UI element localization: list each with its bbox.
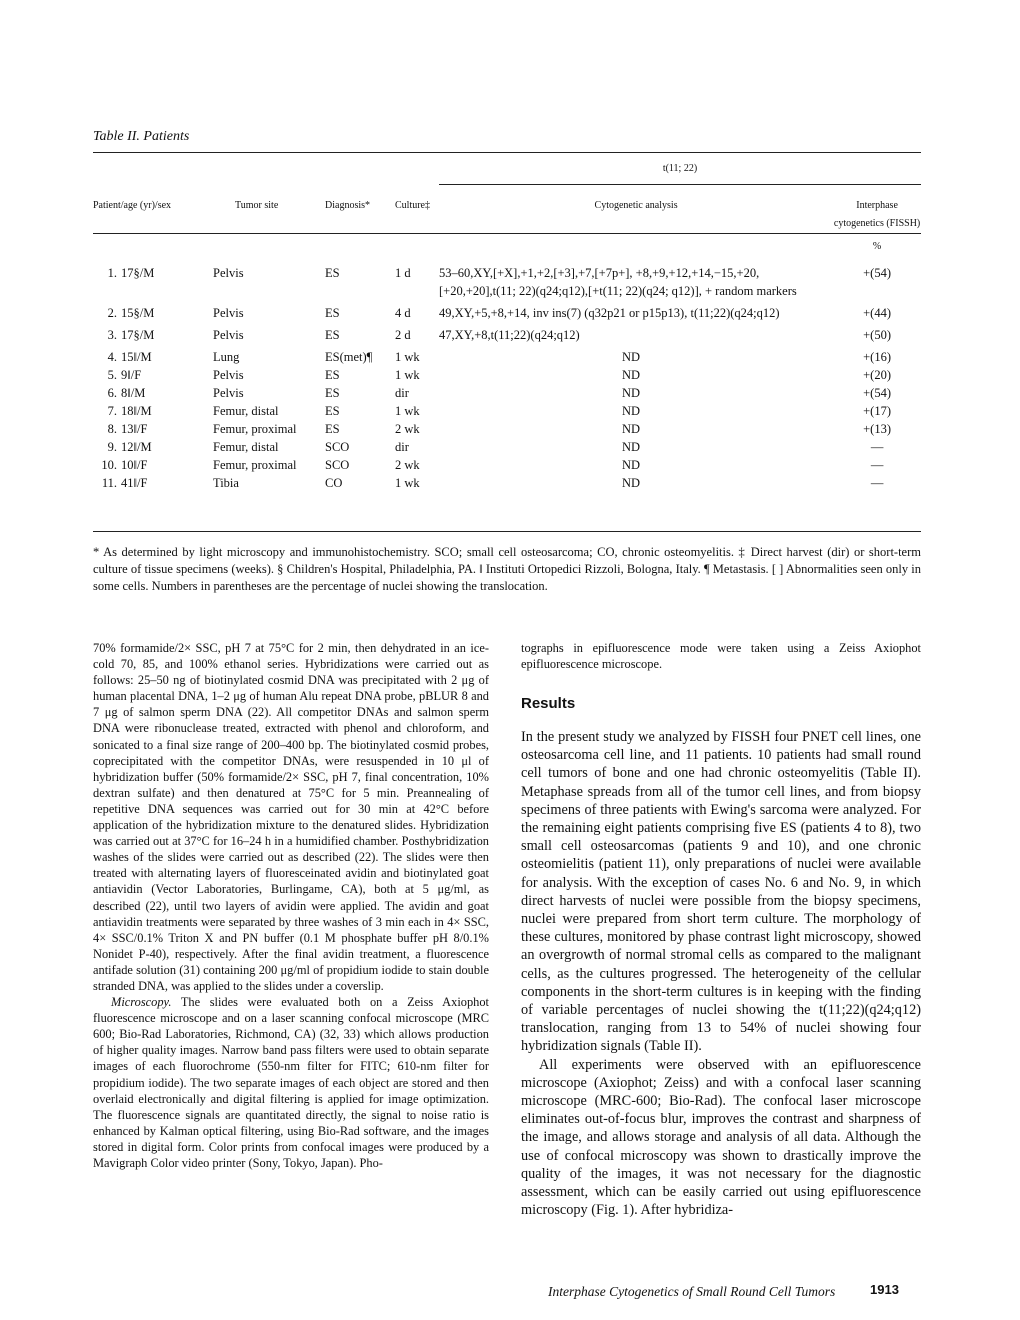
- cell-cyto: ND: [622, 386, 641, 400]
- cell-cyto: ND: [622, 368, 641, 382]
- cell-cyto: ND: [622, 458, 641, 472]
- left-column: [93, 640, 489, 1171]
- cell-dx: CO: [325, 476, 343, 490]
- table-row: [93, 366, 921, 384]
- cell-patient: [93, 384, 213, 402]
- cell-culture: 2 wk: [395, 422, 420, 436]
- results-heading: Results: [521, 695, 576, 712]
- cell-cyto: 47,XY,+8,t(11;22)(q24;q12): [439, 328, 580, 342]
- cell-patient: [93, 348, 213, 366]
- table-row: [93, 438, 921, 456]
- cell-site: Pelvis: [213, 328, 244, 342]
- table-row: [93, 304, 921, 326]
- microscopy-lead: Microscopy.: [111, 995, 172, 1010]
- table-caption: Table II. Patients: [93, 129, 190, 144]
- table-row: [93, 420, 921, 438]
- cell-culture: 1 wk: [395, 404, 420, 418]
- cell-culture: 4 d: [395, 306, 411, 320]
- row-number: 1.: [107, 266, 117, 280]
- cell-dx: ES: [325, 422, 340, 436]
- patient-age-sex: 12‖/M: [121, 440, 152, 454]
- patient-age-sex: 13‖/F: [121, 422, 148, 436]
- table-row: [93, 348, 921, 366]
- cell-cyto: ND: [622, 422, 641, 436]
- table-bottom-rule: [93, 531, 921, 532]
- cell-fissh: —: [870, 476, 884, 490]
- table-row: [93, 326, 921, 348]
- col-header-culture: Culture‡: [395, 199, 430, 211]
- patient-age-sex: 17§/M: [121, 328, 155, 342]
- row-number: 2.: [107, 306, 117, 320]
- patient-age-sex: 41‖/F: [121, 476, 148, 490]
- row-number: 11.: [101, 476, 117, 490]
- cell-site: Femur, proximal: [213, 422, 297, 436]
- cell-site: Pelvis: [213, 266, 244, 280]
- table-row: [93, 384, 921, 402]
- patient-age-sex: 15‖/M: [121, 350, 152, 364]
- methods-paragraph: 70% formamide/2× SSC, pH 7 at 75°C for 2 min, then dehydrated in an ice-cold 70, 85, and 100% ethanol series. Hybridizations were carried out as follows: 25–50 ng of biotinylated cosmid DNA was precipitated with 2 μg of human placental DNA, 1–2 μg of human Alu repeat DNA probe, pBLUR 8 and 7 μg of salmon sperm DNA (22). All competitor DNAs and salmon sperm DNA were ribonuclease treated, extracted with phenol and chloroform, and sonicated to a final size range of 200–400 bp. The biotinylated cosmid probes, coprecipitated with the competitor DNAs, were resuspended in 10 μl of hybridization buffer (50% formamide/2× SSC, pH 7, final concentration, 10% dextran sulfate) and then denatured at 75°C for 5 min. Preannealing of repetitive DNA sequences was carried out for 30 min at 42°C before application of the hybridization mixture to the denatured slides. Hybridization was carried out at 37°C for 16–24 h in a humidified chamber. Posthybridization washes of the slides were carried out as described (22). The slides were then treated with alternating layers of fluoresceinated avidin and biotinylated goat antiavidin (Vector Laboratories, Burlingame, CA), both at 5 μg/ml, as described (22), until two layers of avidin were applied. The avidin and goat antiavidin treatments were separated by three washes of 3 min each in 4× SSC, 4× SSC/0.1% Triton X and PN buffer (0.1 M phosphate buffer pH 8/0.1% Nonidet P-40), respectively. After the final avidin treatment, a fluorescence antifade solution (31) containing 200 μg/ml of propidium iodide to stain double stranded DNA, was applied to the slides under a coverslip.: [93, 641, 489, 993]
- row-number: 8.: [107, 422, 117, 436]
- col-header-fissh: Interphase cytogenetics (FISSH): [833, 200, 921, 229]
- cell-patient: [93, 438, 213, 456]
- table-row: [93, 456, 921, 474]
- cell-cyto: ND: [622, 350, 641, 364]
- row-number: 6.: [107, 386, 117, 400]
- cell-cyto: ND: [622, 440, 641, 454]
- cell-dx: ES: [325, 266, 340, 280]
- cell-fissh: +(17): [863, 404, 891, 418]
- cell-site: Tibia: [213, 476, 239, 490]
- col-header-site: Tumor site: [235, 199, 279, 211]
- cell-cyto: 49,XY,+5,+8,+14, inv ins(7) (q32p21 or p15p13), t(11;22)(q24;q12): [439, 306, 780, 320]
- cell-dx: ES: [325, 306, 340, 320]
- cell-fissh: +(16): [863, 350, 891, 364]
- patients-table: [93, 160, 921, 492]
- cell-patient: [93, 420, 213, 438]
- cell-culture: 1 wk: [395, 368, 420, 382]
- row-number: 7.: [107, 404, 117, 418]
- cell-fissh: +(50): [863, 328, 891, 342]
- cell-culture: 1 wk: [395, 476, 420, 490]
- cell-site: Femur, proximal: [213, 458, 297, 472]
- table-footnote: * As determined by light microscopy and immunohistochemistry. SCO; small cell osteosarcoma; CO, chronic osteomyelitis. ‡ Direct harvest (dir) or short-term culture of tissue specimens (weeks). § Children's Hospital, Philadelphia, PA. ‖ Instituti Ortopedici Rizzoli, Bologna, Italy. ¶ Metastasis. [ ] Abnormalities seen only in some cells. Numbers in parentheses are the percentage of nuclei showing the translocation.: [93, 545, 921, 593]
- row-number: 5.: [107, 368, 117, 382]
- cell-site: Pelvis: [213, 368, 244, 382]
- cell-cyto: 53–60,XY,[+X],+1,+2,[+3],+7,[+7p+], +8,+9,+12,+14,−15,+20,[+20,+20],t(11; 22)(q24;q12),[+t(11; 22)(q24; q12)], + random markers: [439, 266, 797, 298]
- right-column: [521, 640, 921, 1219]
- cell-patient: [93, 456, 213, 474]
- patient-age-sex: 18‖/M: [121, 404, 152, 418]
- cell-culture: dir: [395, 440, 409, 454]
- cell-fissh: +(54): [863, 386, 891, 400]
- patient-age-sex: 17§/M: [121, 266, 155, 280]
- col-header-cyto: Cytogenetic analysis: [594, 200, 678, 211]
- cell-fissh: +(13): [863, 422, 891, 436]
- page-number: 1913: [870, 1282, 899, 1297]
- cell-patient: [93, 304, 213, 326]
- cell-fissh: —: [870, 440, 884, 454]
- cell-dx: ES: [325, 368, 340, 382]
- group-header: t(11; 22): [662, 163, 698, 174]
- patient-age-sex: 10‖/F: [121, 458, 148, 472]
- col-header-patient: Patient/age (yr)/sex: [93, 199, 172, 211]
- cell-site: Femur, distal: [213, 440, 279, 454]
- patient-age-sex: 15§/M: [121, 306, 155, 320]
- results-paragraph-2: All experiments were observed with an epifluorescence microscope (Axiophot; Zeiss) and with a confocal laser scanning microscope (MRC-600; Bio-Rad). The confocal laser microscope eliminates out-of-focus blur, improves the contrast and sharpness of the image, and allows storage and analysis of all data. Although the use of confocal microscopy was shown to drastically improve the quality of the images, it was not necessary for the diagnostic assessment, which can be easily carried out using epifluorescence microscopy (Fig. 1). After hybridiza-: [521, 1056, 921, 1219]
- cell-culture: 1 wk: [395, 350, 420, 364]
- row-number: 3.: [107, 328, 117, 342]
- cell-dx: ES: [325, 386, 340, 400]
- table-row: [93, 264, 921, 304]
- cell-site: Pelvis: [213, 306, 244, 320]
- cell-patient: [93, 264, 213, 304]
- cell-dx: SCO: [325, 440, 350, 454]
- row-number: 9.: [107, 440, 117, 454]
- cell-fissh: +(54): [863, 266, 891, 280]
- cell-culture: 2 wk: [395, 458, 420, 472]
- cell-patient: [93, 474, 213, 492]
- cell-dx: ES: [325, 404, 340, 418]
- cell-culture: 1 d: [395, 266, 411, 280]
- patient-age-sex: 9‖/F: [121, 368, 142, 382]
- cell-dx: ES: [325, 328, 340, 342]
- cell-fissh: +(44): [863, 306, 891, 320]
- patient-age-sex: 8‖/M: [121, 386, 146, 400]
- cell-patient: [93, 402, 213, 420]
- cell-dx: SCO: [325, 458, 350, 472]
- cell-patient: [93, 326, 213, 348]
- cell-dx: ES(met)¶: [325, 350, 373, 364]
- microscopy-text: The slides were evaluated both on a Zeiss Axiophot fluorescence microscope and on a laser scanning confocal microscope (MRC 600; Bio-Rad Laboratories, Richmond, CA) (32, 33) which allows production of higher quality images. Narrow band pass filters were used to obtain separate images of each fluorochrome (550-nm filter for FITC; 610-nm filter for propidium iodide). The two separate images of each object are stored and then overlaid electronically and digital filtering is applied for image optimization. The fluorescence signals are quantitated directly, the signal to noise ratio is enhanced by Kalman optical filtering, using Bio-Rad software, and the images stored in digital form. Color prints from confocal images were produced by a Mavigraph Color video printer (Sony, Tokyo, Japan). Pho-: [93, 995, 489, 1170]
- cell-culture: 2 d: [395, 328, 411, 342]
- table-body: [93, 264, 921, 492]
- row-number: 4.: [107, 350, 117, 364]
- cell-site: Lung: [213, 350, 240, 364]
- running-title: Interphase Cytogenetics of Small Round Cell Tumors: [548, 1284, 836, 1299]
- cell-culture: dir: [395, 386, 409, 400]
- cell-site: Femur, distal: [213, 404, 279, 418]
- cell-fissh: +(20): [863, 368, 891, 382]
- results-paragraph-1: In the present study we analyzed by FISSH four PNET cell lines, one osteosarcoma cell line, and 11 patients. 10 patients had small round cell tumors of bone and one had chronic osteomyelitis (Table II). Metaphase spreads from all of the tumor cell lines, and from biopsy specimens of three patients with Ewing's sarcoma were analyzed. For the remaining eight patients comprising five ES (patients 4 to 8), two small cell osteosarcomas (patients 9 and 10), and one chronic osteomielitis (patient 11), only preparations of nuclei were available for analysis. With the exception of cases No. 6 and No. 9, in which direct harvests of nuclei were possible from the biopsy specimens, nuclei were prepared from short term culture. The morphology of these cultures, monitored by phase contrast light microscopy, showed an overgrowth of normal stromal cells as compared to the malignant cells, as the cultures progressed. The heterogeneity of the cellular components in the short-term cultures is in keeping with the finding of variable percentages of nuclei showing the t(11;22)(q24;q12) translocation, ranging from 13 to 54% of nuclei showing four hybridization signals (Table II).: [521, 729, 921, 1055]
- table-top-rule: [93, 152, 921, 153]
- cell-cyto: ND: [622, 476, 641, 490]
- row-number: 10.: [101, 458, 117, 472]
- cell-site: Pelvis: [213, 386, 244, 400]
- continued-paragraph: tographs in epifluorescence mode were taken using a Zeiss Axiophot epifluorescence microscope.: [521, 641, 921, 671]
- cell-patient: [93, 366, 213, 384]
- cell-fissh: —: [870, 458, 884, 472]
- table-row: [93, 474, 921, 492]
- table-row: [93, 402, 921, 420]
- cell-cyto: ND: [622, 404, 641, 418]
- microscopy-paragraph: [93, 994, 489, 1171]
- unit-label: %: [872, 241, 882, 252]
- col-header-diagnosis: Diagnosis*: [325, 199, 370, 211]
